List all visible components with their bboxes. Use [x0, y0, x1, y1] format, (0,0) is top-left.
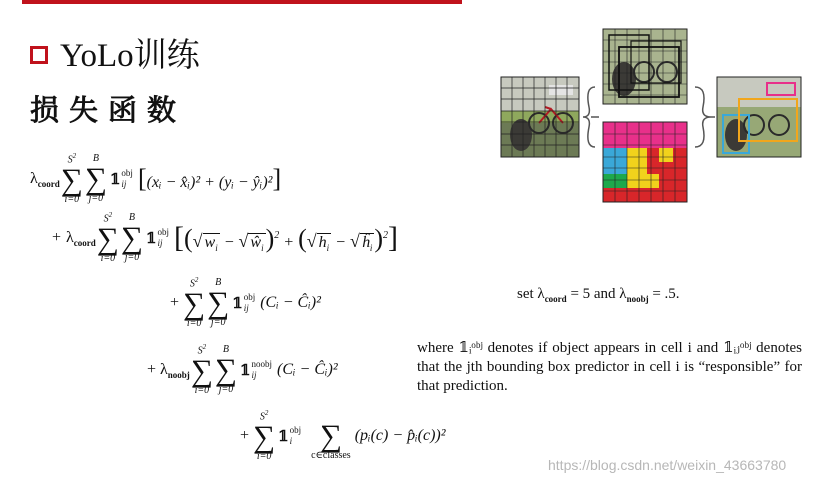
- indicator-explanation-note: where 𝟙ᵢᵒᵇʲ denotes if object appears in cell i and 𝟙ᵢⱼᵒᵇʲ denotes that the jth bounding box predictor in cell i is “responsible” for that prediction.: [417, 340, 802, 394]
- yolo-grid-figure: [499, 27, 804, 205]
- lambda-settings-note: set $\lambda_{coord} = 5$ and $\lambda_{noobj} = .5$.: [517, 286, 680, 304]
- slide-title: YoLo训练: [60, 38, 200, 74]
- formula-row-confidence-noobj: + $\lambda_{noobj}$ $S^2$ ∑ i=0 B ∑ j=0 𝟙 noobj ij (Cᵢ − Ĉᵢ)²: [147, 343, 338, 397]
- slide-subtitle: 损失函数: [30, 93, 187, 127]
- class-probability-map: [603, 122, 687, 202]
- input-image-grid: [501, 77, 579, 157]
- bounding-box-image: [603, 29, 687, 104]
- formula-row-coord-wh: + $\lambda_{coord}$ $S^2$ ∑ i=0 B ∑ j=0 𝟙 obj ij [(√ $w_i$ − √ $ŵ_i)^2$ + (√ $h_i$ − √ $ĥ_i)^2$]: [52, 211, 399, 265]
- formula-row-confidence-obj: + $S^2$ ∑ i=0 B ∑ j=0 𝟙 obj ij (Cᵢ − Ĉᵢ)²: [170, 276, 321, 330]
- formula-row-coord-xy: $\lambda_{coord}$ $S^2$ ∑ i=0 B ∑ j=0 𝟙 obj ij [(xᵢ − x̂ᵢ)² + (yᵢ − ŷᵢ)²]: [30, 152, 282, 206]
- watermark: https://blog.csdn.net/weixin_43663780: [548, 457, 787, 473]
- top-accent-bar: [22, 0, 462, 4]
- merge-brace-icon: [695, 87, 715, 147]
- split-brace-icon: [583, 87, 599, 147]
- final-detection-image: [717, 77, 801, 157]
- formula-row-class: + $S^2$ ∑ i=0 𝟙 obj i ∑ c∈classes (pᵢ(c) − p̂ᵢ(c))²: [240, 409, 446, 463]
- bullet-square-icon: [30, 46, 48, 64]
